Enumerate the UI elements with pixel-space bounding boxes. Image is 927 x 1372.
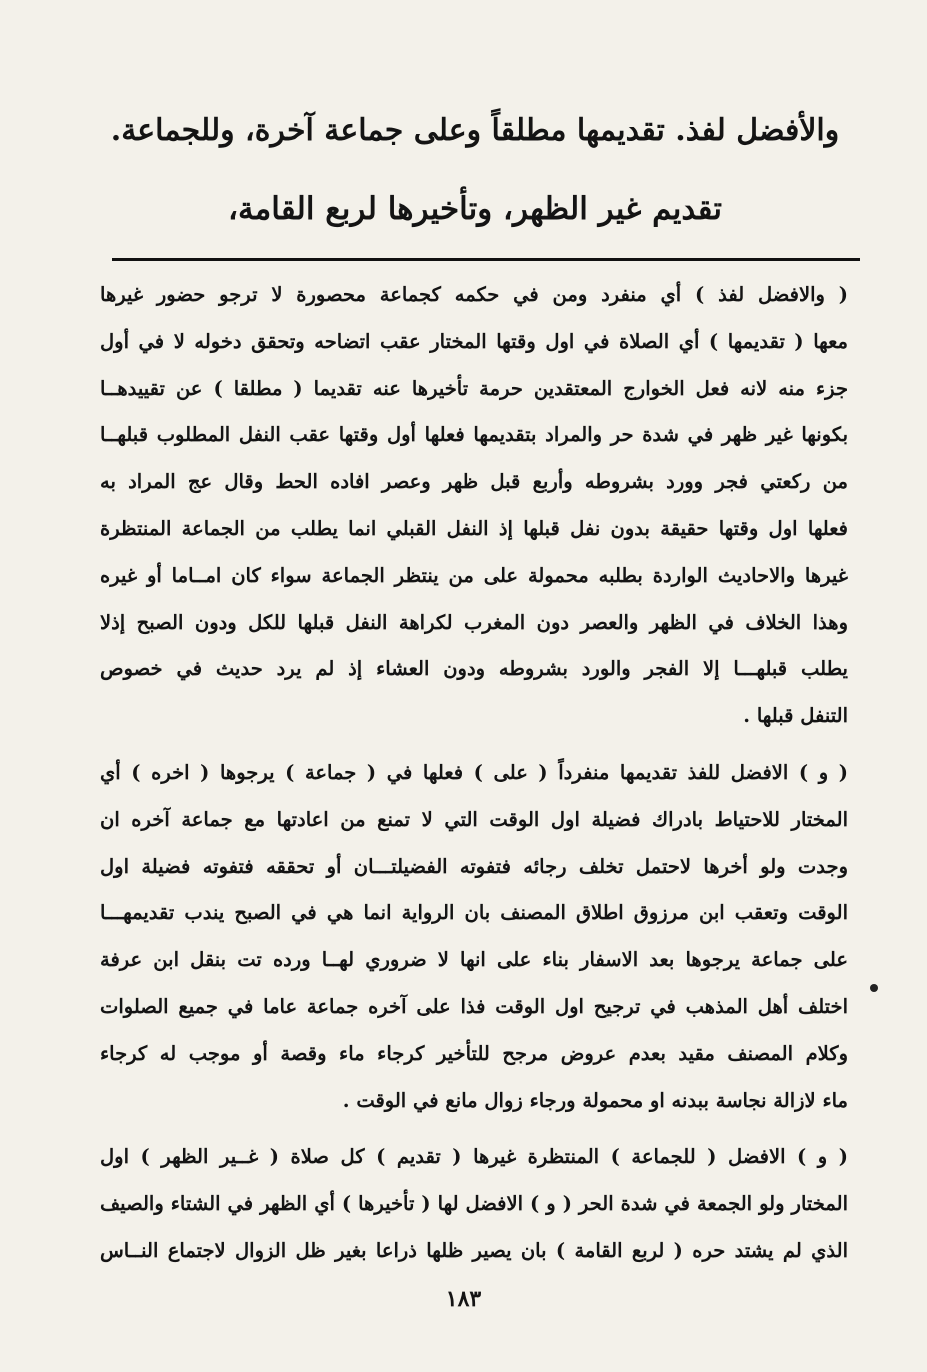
commentary-text: [100, 272, 848, 1275]
text-line: بكونها غير ظهر في شدة حر والمراد بتقديمها فعلها أول وقتها عقب النفل المطلوب قبلهــا: [100, 423, 848, 447]
text-line: جزء منه لانه فعل الخوارج المعتقدين حرمة تأخيرها عنه تقديما ( مطلقا ) عن تقييدهــا: [100, 376, 848, 400]
margin-dot: [870, 984, 878, 992]
text-line: التنفل قبلها .: [743, 704, 848, 728]
text-line: ( والافضل لفذ ) أي منفرد ومن في حكمه كجماعة محصورة لا ترجو حضور غيرها: [100, 283, 848, 306]
text-line: يطلب قبلهـــا إلا الفجر والورد بشروطه ودون العشاء إذ لم يرد حديث في خصوص: [100, 657, 848, 681]
text-line: المختار للاحتياط بادراك فضيلة اول الوقت التي لا تمنع من اعادتها مع جماعة آخره ان: [100, 807, 848, 831]
commentary-paragraph: [100, 272, 848, 740]
text-line: اختلف أهل المذهب في ترجيح اول الوقت فذا على آخره جماعة عاما في جميع الصلوات: [100, 994, 848, 1018]
text-line: وكلام المصنف مقيد بعدم عروض مرجح للتأخير كرجاء ماء وقصة أو موجب له كرجاء: [100, 1041, 848, 1065]
text-line: ماء لازالة نجاسة ببدنه او محمولة ورجاء زوال مانع في الوقت .: [342, 1088, 848, 1112]
text-line: وجدت ولو أخرها لاحتمل تخلف رجائه فتفوته الفضيلتـــان أو تحققه فتفوته فضيلة اول: [100, 854, 848, 878]
matn-line: والأفضل لفذ. تقديمها مطلقاً وعلى جماعة آخرة، وللجماعة.: [110, 113, 840, 148]
text-line: غيرها والاحاديث الواردة بطلبه محمولة على من ينتظر الجماعة سواء كان امــاما أو غيره: [100, 563, 848, 587]
commentary-paragraph: [100, 750, 848, 1124]
text-line: ( و ) الافضل ( للجماعة ) المنتظرة غيرها ( تقديم ) كل صلاة ( غــير الظهر ) اول: [100, 1145, 848, 1169]
text-line: على جماعة يرجوها بعد الاسفار بناء على انها لا ضروري لهــا ورده تت بنقل ابن عرفة: [100, 948, 848, 972]
text-line: فعلها اول وقتها حقيقة بدون نفل قبلها إذ النفل القبلي انما يطلب من الجماعة المنتظرة: [100, 516, 848, 540]
text-line: من ركعتي فجر وورد بشروطه وأربع قبل ظهر وعصر افاده الحط وقال عج المراد به: [100, 470, 848, 494]
page-number: ١٨٣: [445, 1286, 482, 1312]
separator-rule: [112, 258, 860, 261]
matn-line: تقديم غير الظهر، وتأخيرها لربع القامة،: [228, 191, 722, 227]
matn-text: [110, 92, 840, 248]
text-line: الوقت وتعقب ابن مرزوق اطلاق المصنف بان الرواية انما هي في الصبح يندب تقديمهـــا: [100, 901, 848, 925]
text-line: الذي لم يشتد حره ( لربع القامة ) بان يصير ظلها ذراعا بغير ظل الزوال لاجتماع النــاس: [100, 1238, 848, 1262]
text-line: المختار ولو الجمعة في شدة الحر ( و ) الافضل لها ( تأخيرها ) أي الظهر في الشتاء والصيف: [100, 1192, 848, 1216]
text-line: ( و ) الافضل للفذ تقديمها منفرداً ( على ) فعلها في ( جماعة ) يرجوها ( اخره ) أي: [100, 760, 848, 784]
text-line: وهذا الخلاف في الظهر والعصر دون المغرب لكراهة النفل قبلها للكل ودون الصبح إذلا: [100, 610, 848, 634]
commentary-paragraph: [100, 1134, 848, 1274]
text-line: معها ( تقديمها ) أي الصلاة في اول وقتها المختار عقب اتضاحه وتحقق دخوله لا في أول: [100, 329, 848, 353]
